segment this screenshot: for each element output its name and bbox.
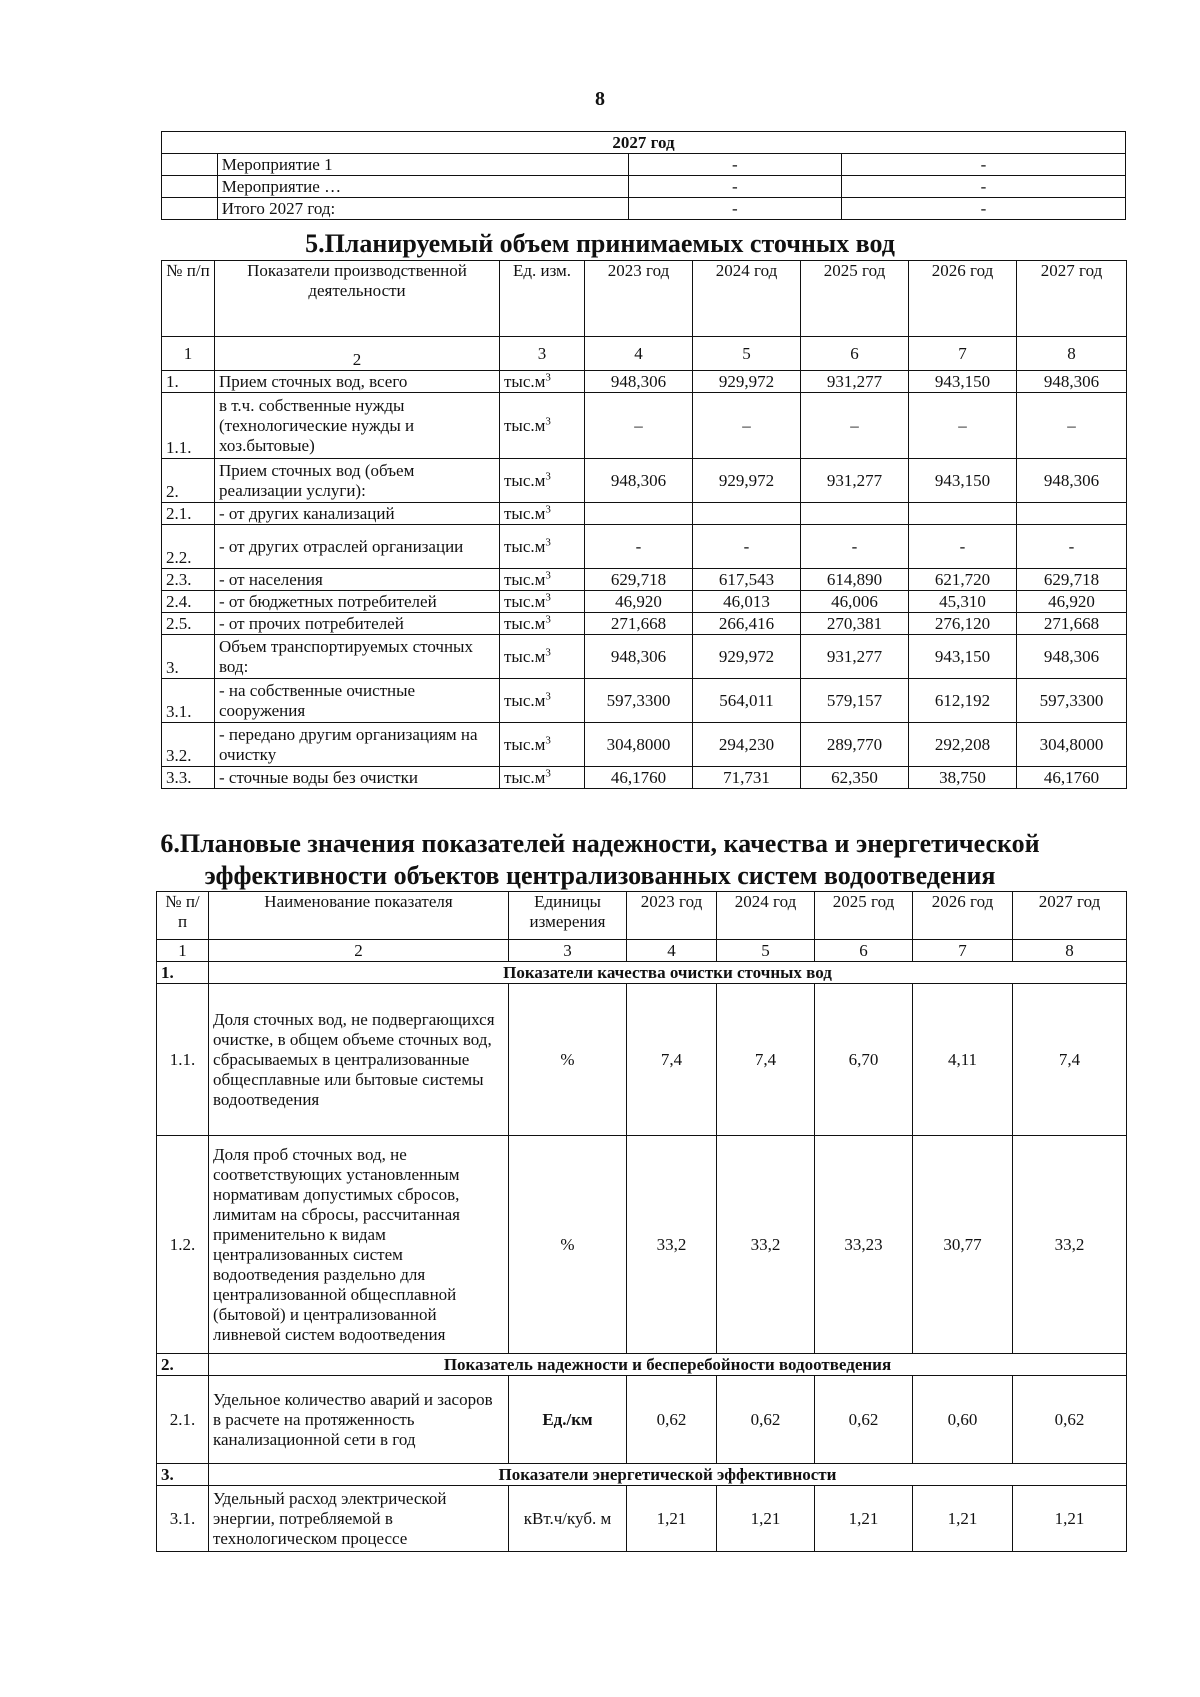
row-unit: % xyxy=(509,984,627,1136)
header-unit: Единицы измерения xyxy=(509,892,627,940)
column-numbers-row xyxy=(162,337,1127,371)
col-number: 7 xyxy=(913,940,1013,962)
indicators-table xyxy=(156,891,1127,1552)
row-value: – xyxy=(1017,393,1127,459)
header-year: 2024 год xyxy=(717,892,815,940)
row-value: 304,8000 xyxy=(1017,723,1127,767)
row-unit xyxy=(500,503,585,525)
col-number: 5 xyxy=(693,337,801,371)
row-number: 2.3. xyxy=(162,569,215,591)
header-year: 2023 год xyxy=(585,261,693,337)
row-value: 0,62 xyxy=(627,1376,717,1464)
row-value: 294,230 xyxy=(693,723,801,767)
row-indicator: Прием сточных вод, всего xyxy=(215,371,500,393)
header-year: 2025 год xyxy=(815,892,913,940)
row-indicator: Прием сточных вод (объем реализации услуги): xyxy=(215,459,500,503)
row-indicator: Удельное количество аварий и засоров в расчете на протяженность канализационной сети в год xyxy=(209,1376,509,1464)
row-indicator: в т.ч. собственные нужды (технологические нужды и хоз.бытовые) xyxy=(215,393,500,459)
row-indicator: - от других канализаций xyxy=(215,503,500,525)
section6-title-line1: 6.Плановые значения показателей надежности, качества и энергетической xyxy=(160,829,1040,858)
row-indicator: - от бюджетных потребителей xyxy=(215,591,500,613)
row-value: - xyxy=(909,525,1017,569)
unit-exponent: 3 xyxy=(545,568,551,581)
row-value: 0,62 xyxy=(717,1376,815,1464)
unit-exponent: 3 xyxy=(545,689,551,702)
col-number: 2 xyxy=(209,940,509,962)
section6-title xyxy=(0,828,1200,892)
unit-exponent: 3 xyxy=(545,502,551,515)
event-value: - xyxy=(841,154,1125,176)
row-number: 1.2. xyxy=(157,1136,209,1354)
row-value: 943,150 xyxy=(909,635,1017,679)
row-value: 564,011 xyxy=(693,679,801,723)
section5-title: 5.Планируемый объем принимаемых сточных вод xyxy=(305,229,895,258)
group-number: 2. xyxy=(157,1354,209,1376)
header-unit: Ед. изм. xyxy=(500,261,585,337)
unit-exponent: 3 xyxy=(545,590,551,603)
unit-exponent: 3 xyxy=(545,766,551,779)
row-indicator: Доля проб сточных вод, не соответствующих установленным нормативам допустимых сбросов, лимитам на сбросы, рассчитанная применительно к видам централизованных систем водоотведения раздельно для централизованной общесплавной (бытовой) и централизованной ливневой систем водоотведения xyxy=(209,1136,509,1354)
row-value: 948,306 xyxy=(585,371,693,393)
row-value: 943,150 xyxy=(909,459,1017,503)
column-numbers-row xyxy=(157,940,1127,962)
row-value: - xyxy=(801,525,909,569)
row-value: 289,770 xyxy=(801,723,909,767)
unit-base: тыс.м xyxy=(504,536,546,556)
row-value: 579,157 xyxy=(801,679,909,723)
row-value: 30,77 xyxy=(913,1136,1013,1354)
row-number: 2.4. xyxy=(162,591,215,613)
event-value: - xyxy=(841,198,1125,220)
col-number: 6 xyxy=(801,337,909,371)
row-unit xyxy=(500,613,585,635)
row-value: 46,1760 xyxy=(1017,767,1127,789)
unit-base: тыс.м xyxy=(504,503,546,523)
row-value: 33,2 xyxy=(717,1136,815,1354)
row-number: 1.1. xyxy=(162,393,215,459)
row-value xyxy=(693,503,801,525)
row-indicator: Удельный расход электрической энергии, потребляемой в технологическом процессе xyxy=(209,1486,509,1552)
unit-base: тыс.м xyxy=(504,613,546,633)
col-number: 6 xyxy=(815,940,913,962)
row-number: 2. xyxy=(162,459,215,503)
group-title: Показатель надежности и бесперебойности водоотведения xyxy=(209,1354,1127,1376)
table-row xyxy=(157,1136,1127,1354)
group-row xyxy=(157,962,1127,984)
row-unit xyxy=(500,525,585,569)
event-name: Мероприятие … xyxy=(217,176,628,198)
unit-exponent: 3 xyxy=(545,370,551,383)
row-number: 1. xyxy=(162,371,215,393)
unit-base: тыс.м xyxy=(504,690,546,710)
row-value: 948,306 xyxy=(585,459,693,503)
col-number: 4 xyxy=(627,940,717,962)
row-value: 629,718 xyxy=(585,569,693,591)
table-row xyxy=(162,723,1127,767)
row-value: 1,21 xyxy=(1013,1486,1127,1552)
row-value: 46,1760 xyxy=(585,767,693,789)
row-value: 929,972 xyxy=(693,459,801,503)
row-number: 1.1. xyxy=(157,984,209,1136)
row-value: 276,120 xyxy=(909,613,1017,635)
row-value: 931,277 xyxy=(801,459,909,503)
unit-base: тыс.м xyxy=(504,734,546,754)
row-value: 7,4 xyxy=(627,984,717,1136)
row-unit xyxy=(500,569,585,591)
row-value: 948,306 xyxy=(1017,459,1127,503)
row-value: 45,310 xyxy=(909,591,1017,613)
unit-base: тыс.м xyxy=(504,371,546,391)
unit-exponent: 3 xyxy=(545,645,551,658)
row-number: 2.2. xyxy=(162,525,215,569)
header-year: 2027 год xyxy=(1017,261,1127,337)
table-row xyxy=(162,154,1126,176)
row-value: 929,972 xyxy=(693,635,801,679)
row-number: 2.1. xyxy=(157,1376,209,1464)
row-unit: Ед./км xyxy=(509,1376,627,1464)
row-value: 1,21 xyxy=(717,1486,815,1552)
header-year: 2026 год xyxy=(913,892,1013,940)
row-indicator: Доля сточных вод, не подвергающихся очистке, в общем объеме сточных вод, сбрасываемых в централизованные общесплавные или бытовые системы водоотведения xyxy=(209,984,509,1136)
row-value: 33,2 xyxy=(1013,1136,1127,1354)
group-number: 1. xyxy=(157,962,209,984)
header-year: 2026 год xyxy=(909,261,1017,337)
row-value xyxy=(1017,503,1127,525)
row-unit xyxy=(500,459,585,503)
row-number: 3.1. xyxy=(162,679,215,723)
row-number: 3.3. xyxy=(162,767,215,789)
row-value: 943,150 xyxy=(909,371,1017,393)
event-name: Итого 2027 год: xyxy=(217,198,628,220)
table-row xyxy=(162,635,1127,679)
row-value: 614,890 xyxy=(801,569,909,591)
table-row xyxy=(162,393,1127,459)
row-value: 46,920 xyxy=(1017,591,1127,613)
row-number: 3.2. xyxy=(162,723,215,767)
row-value: 629,718 xyxy=(1017,569,1127,591)
table-row xyxy=(162,503,1127,525)
events-year-header: 2027 год xyxy=(162,132,1126,154)
table-row xyxy=(162,176,1126,198)
event-value: - xyxy=(628,176,841,198)
col-number: 7 xyxy=(909,337,1017,371)
row-value: 292,208 xyxy=(909,723,1017,767)
row-value: 33,2 xyxy=(627,1136,717,1354)
row-unit xyxy=(500,635,585,679)
row-value xyxy=(909,503,1017,525)
header-num: № п/п xyxy=(157,892,209,940)
row-value: 617,543 xyxy=(693,569,801,591)
group-title: Показатели качества очистки сточных вод xyxy=(209,962,1127,984)
header-year: 2023 год xyxy=(627,892,717,940)
unit-exponent: 3 xyxy=(545,612,551,625)
unit-base: тыс.м xyxy=(504,470,546,490)
row-value: 46,006 xyxy=(801,591,909,613)
page-number: 8 xyxy=(595,88,605,110)
row-value xyxy=(585,503,693,525)
unit-exponent: 3 xyxy=(545,414,551,427)
header-indicator: Наименование показателя xyxy=(209,892,509,940)
row-unit xyxy=(500,591,585,613)
section6-title-line2: эффективности объектов централизованных систем водоотведения xyxy=(204,861,996,890)
row-value: 271,668 xyxy=(585,613,693,635)
row-number: 3. xyxy=(162,635,215,679)
row-unit xyxy=(500,723,585,767)
unit-base: тыс.м xyxy=(504,646,546,666)
row-indicator: - от прочих потребителей xyxy=(215,613,500,635)
row-value: 929,972 xyxy=(693,371,801,393)
row-indicator: - от населения xyxy=(215,569,500,591)
col-number: 8 xyxy=(1013,940,1127,962)
table-row xyxy=(157,1486,1127,1552)
row-value: 597,3300 xyxy=(1017,679,1127,723)
col-number: 5 xyxy=(717,940,815,962)
unit-exponent: 3 xyxy=(545,469,551,482)
row-value: 304,8000 xyxy=(585,723,693,767)
header-num: № п/п xyxy=(162,261,215,337)
table-row xyxy=(157,984,1127,1136)
table-row xyxy=(157,1376,1127,1464)
col-number: 1 xyxy=(157,940,209,962)
row-value: - xyxy=(693,525,801,569)
row-value: 71,731 xyxy=(693,767,801,789)
row-value: 6,70 xyxy=(815,984,913,1136)
row-indicator: - передано другим организациям на очистку xyxy=(215,723,500,767)
row-value: 270,381 xyxy=(801,613,909,635)
table-row xyxy=(162,459,1127,503)
table-row xyxy=(162,371,1127,393)
row-value: 0,60 xyxy=(913,1376,1013,1464)
row-value: 7,4 xyxy=(1013,984,1127,1136)
row-value: – xyxy=(801,393,909,459)
row-number: 2.5. xyxy=(162,613,215,635)
unit-base: тыс.м xyxy=(504,767,546,787)
row-value: – xyxy=(585,393,693,459)
col-number: 4 xyxy=(585,337,693,371)
event-value: - xyxy=(628,198,841,220)
row-value: 7,4 xyxy=(717,984,815,1136)
table-row xyxy=(162,767,1127,789)
row-value: 38,750 xyxy=(909,767,1017,789)
row-value: 1,21 xyxy=(627,1486,717,1552)
col-number: 1 xyxy=(162,337,215,371)
row-value xyxy=(801,503,909,525)
header-year: 2027 год xyxy=(1013,892,1127,940)
row-value: 46,013 xyxy=(693,591,801,613)
row-value: 948,306 xyxy=(1017,371,1127,393)
table-row xyxy=(162,198,1126,220)
group-row xyxy=(157,1354,1127,1376)
group-title: Показатели энергетической эффективности xyxy=(209,1464,1127,1486)
table-row xyxy=(162,679,1127,723)
unit-base: тыс.м xyxy=(504,591,546,611)
row-number: 2.1. xyxy=(162,503,215,525)
unit-exponent: 3 xyxy=(545,733,551,746)
row-value: 62,350 xyxy=(801,767,909,789)
col-number: 2 xyxy=(215,337,500,371)
row-unit xyxy=(500,371,585,393)
row-value: 33,23 xyxy=(815,1136,913,1354)
row-unit xyxy=(500,679,585,723)
table-row xyxy=(162,613,1127,635)
table-row xyxy=(162,525,1127,569)
row-value: 621,720 xyxy=(909,569,1017,591)
row-value: - xyxy=(1017,525,1127,569)
row-unit xyxy=(500,393,585,459)
row-value: – xyxy=(909,393,1017,459)
row-number: 3.1. xyxy=(157,1486,209,1552)
header-year: 2025 год xyxy=(801,261,909,337)
event-value: - xyxy=(628,154,841,176)
event-name: Мероприятие 1 xyxy=(217,154,628,176)
table-row xyxy=(162,591,1127,613)
col-number: 8 xyxy=(1017,337,1127,371)
row-value: - xyxy=(585,525,693,569)
unit-base: тыс.м xyxy=(504,415,546,435)
row-unit xyxy=(500,767,585,789)
row-value: 4,11 xyxy=(913,984,1013,1136)
row-value: 46,920 xyxy=(585,591,693,613)
row-value: 948,306 xyxy=(1017,635,1127,679)
row-value: 266,416 xyxy=(693,613,801,635)
row-indicator: - на собственные очистные сооружения xyxy=(215,679,500,723)
row-value: 271,668 xyxy=(1017,613,1127,635)
event-value: - xyxy=(841,176,1125,198)
row-unit: кВт.ч/куб. м xyxy=(509,1486,627,1552)
table-row xyxy=(162,569,1127,591)
events-table-2027 xyxy=(161,131,1126,220)
row-value: 1,21 xyxy=(815,1486,913,1552)
row-value: 612,192 xyxy=(909,679,1017,723)
row-value: 931,277 xyxy=(801,371,909,393)
header-indicator: Показатели производственной деятельности xyxy=(215,261,500,337)
group-number: 3. xyxy=(157,1464,209,1486)
row-indicator: - от других отраслей организации xyxy=(215,525,500,569)
row-indicator: - сточные воды без очистки xyxy=(215,767,500,789)
row-value: 0,62 xyxy=(1013,1376,1127,1464)
row-value: 0,62 xyxy=(815,1376,913,1464)
col-number: 3 xyxy=(509,940,627,962)
unit-exponent: 3 xyxy=(545,535,551,548)
row-value: 948,306 xyxy=(585,635,693,679)
header-year: 2024 год xyxy=(693,261,801,337)
row-value: – xyxy=(693,393,801,459)
row-value: 1,21 xyxy=(913,1486,1013,1552)
group-row xyxy=(157,1464,1127,1486)
unit-base: тыс.м xyxy=(504,569,546,589)
wastewater-volume-table xyxy=(161,260,1127,789)
row-value: 597,3300 xyxy=(585,679,693,723)
row-value: 931,277 xyxy=(801,635,909,679)
row-indicator: Объем транспортируемых сточных вод: xyxy=(215,635,500,679)
col-number: 3 xyxy=(500,337,585,371)
row-unit: % xyxy=(509,1136,627,1354)
